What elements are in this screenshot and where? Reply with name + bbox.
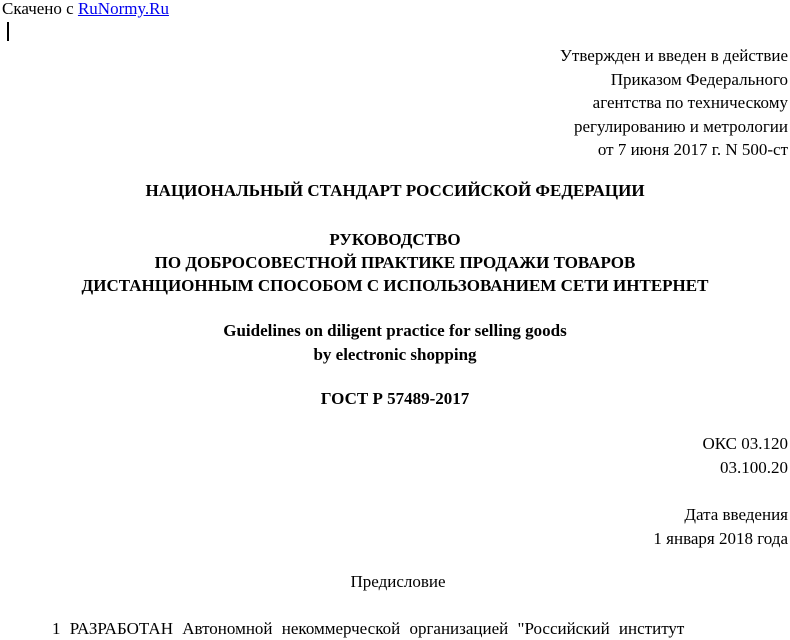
oks-line: ОКС 03.120	[702, 434, 788, 453]
intro-date-value: 1 января 2018 года	[653, 529, 788, 548]
source-link[interactable]: RuNormy.Ru	[77, 0, 169, 18]
paragraph-developed-by: 1 РАЗРАБОТАН Автономной некоммерческой организацией "Российский институт	[52, 619, 685, 638]
oks-line: 03.100.20	[720, 458, 788, 477]
approval-line: Утвержден и введен в действие	[559, 46, 788, 65]
intro-date-block	[653, 503, 788, 551]
english-title-line: Guidelines on diligent practice for selling goods	[223, 321, 567, 340]
english-title	[0, 319, 790, 367]
approval-line: регулированию и метрологии	[573, 116, 788, 136]
guide-title	[0, 228, 790, 297]
english-title-line: by electronic shopping	[313, 345, 477, 364]
guide-title-line: ПО ДОБРОСОВЕСТНОЙ ПРАКТИКЕ ПРОДАЖИ ТОВАРОВ	[154, 253, 636, 272]
standard-title: НАЦИОНАЛЬНЫЙ СТАНДАРТ РОССИЙСКОЙ ФЕДЕРАЦИИ	[145, 181, 645, 200]
guide-title-line: ДИСТАНЦИОННЫМ СПОСОБОМ С ИСПОЛЬЗОВАНИЕМ СЕТИ ИНТЕРНЕТ	[81, 276, 709, 295]
source-prefix: Скачено с	[2, 0, 78, 18]
approval-line: Приказом Федерального	[610, 69, 788, 89]
preface-heading: Предисловие	[350, 572, 446, 591]
gost-number: ГОСТ Р 57489-2017	[320, 389, 470, 408]
oks-codes	[702, 432, 788, 480]
guide-title-line: РУКОВОДСТВО	[329, 230, 461, 249]
approval-block	[560, 44, 788, 162]
text-cursor	[7, 22, 9, 41]
intro-date-label: Дата введения	[684, 505, 788, 524]
approval-line: агентства по техническому	[592, 93, 788, 112]
approval-line: от 7 июня 2017 г. N 500-ст	[597, 140, 788, 159]
source-line	[2, 0, 169, 20]
